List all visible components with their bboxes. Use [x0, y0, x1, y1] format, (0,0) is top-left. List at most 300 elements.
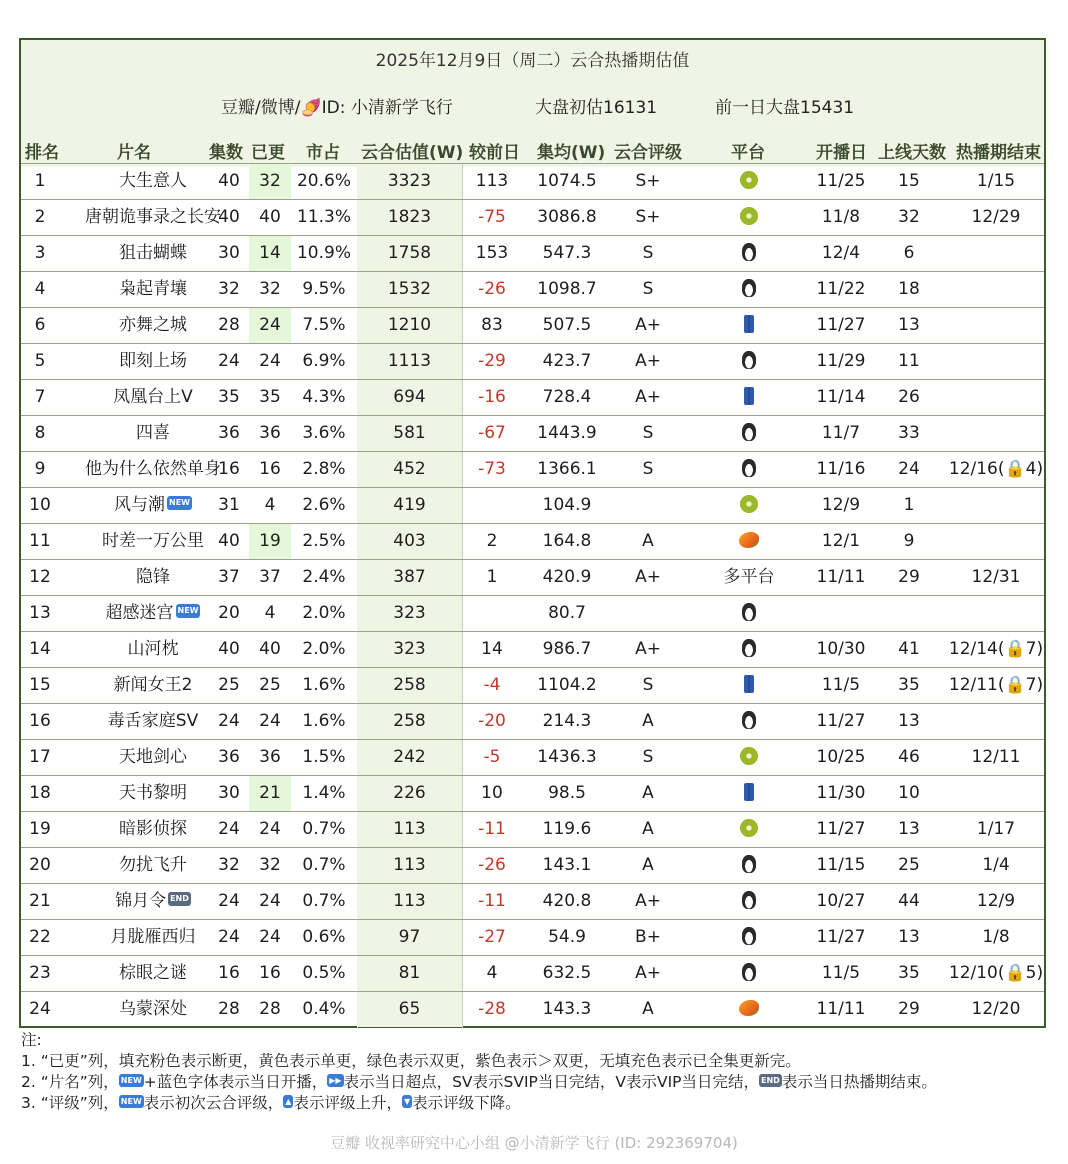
end-date-cell [941, 236, 1051, 271]
episodes-cell: 31 [218, 495, 240, 515]
updated-cell: 40 [259, 639, 281, 659]
start-date-cell: 11/7 [821, 423, 861, 443]
start-date-cell: 10/30 [816, 639, 866, 659]
share-cell: 1.6% [302, 711, 346, 731]
end-date-cell: 1/17 [976, 819, 1016, 839]
updated-cell: 40 [259, 207, 281, 227]
grade-cell: A+ [635, 639, 661, 659]
start-date-cell: 11/22 [816, 279, 866, 299]
start-date-cell: 11/25 [816, 171, 866, 191]
updated-cell: 32 [259, 279, 281, 299]
diff-cell: 153 [475, 243, 509, 263]
table-row [21, 955, 1044, 991]
arrow-down-icon: ▼ [403, 1097, 411, 1106]
avg-cell: 143.3 [542, 999, 592, 1019]
diff-cell: -5 [483, 747, 501, 767]
notes-line-3-c: 表示评级上升， [293, 1094, 402, 1112]
kiwi-icon [740, 207, 758, 225]
diff-cell: 4 [486, 963, 498, 983]
days-cell: 13 [898, 315, 920, 335]
penguin-icon [742, 423, 756, 441]
platform-cell [684, 704, 814, 739]
mango-icon [739, 1000, 759, 1016]
share-cell: 6.9% [302, 351, 346, 371]
grade-cell: S [642, 279, 654, 299]
share-cell: 7.5% [302, 315, 346, 335]
episodes-cell: 40 [218, 207, 240, 227]
ratings-table [21, 163, 1044, 1027]
estimate-cell: 452 [357, 452, 462, 487]
episodes-cell: 30 [218, 243, 240, 263]
updated-cell: 21 [249, 776, 291, 811]
diff-cell: -20 [478, 711, 506, 731]
table-row [21, 847, 1044, 883]
avg-cell: 143.1 [542, 855, 592, 875]
penguin-icon [742, 279, 756, 297]
penguin-icon [742, 639, 756, 657]
end-badge-icon: END [761, 1076, 780, 1085]
estimate-cell: 113 [357, 848, 462, 883]
end-date-cell: 12/10(🔒5) [948, 963, 1044, 983]
avg-cell: 164.8 [542, 531, 592, 551]
start-date-cell: 11/29 [816, 351, 866, 371]
platform-cell [684, 344, 814, 379]
end-date-cell: 12/29 [971, 207, 1021, 227]
episodes-cell: 36 [218, 423, 240, 443]
episodes-cell: 35 [218, 387, 240, 407]
title-text: 唐朝诡事录之长安 [85, 207, 221, 227]
grade-cell: A [642, 711, 654, 731]
rank-cell: 22 [29, 927, 51, 947]
share-cell: 2.0% [302, 639, 346, 659]
title-text: 他为什么依然单身 [85, 459, 221, 479]
header-end: 热播期结束 [956, 143, 1041, 163]
end-date-cell: 12/20 [971, 999, 1021, 1019]
title-text: 亦舞之城 [119, 315, 187, 335]
estimate-cell: 323 [357, 632, 462, 667]
share-cell: 2.8% [302, 459, 346, 479]
new-badge-icon: NEW [167, 496, 192, 510]
updated-cell: 19 [249, 524, 291, 559]
estimate-cell: 81 [357, 956, 462, 991]
table-row [21, 451, 1044, 487]
updated-cell: 4 [264, 495, 276, 515]
table-row [21, 811, 1044, 847]
title-text: 乌蒙深处 [119, 999, 187, 1019]
platform-cell [684, 632, 814, 667]
estimate-cell: 694 [357, 380, 462, 415]
updated-cell: 24 [249, 308, 291, 343]
diff-cell: 83 [481, 315, 503, 335]
rank-cell: 4 [34, 279, 46, 299]
estimate-cell: 1113 [357, 344, 462, 379]
share-cell: 10.9% [296, 243, 351, 263]
share-cell: 0.6% [302, 927, 346, 947]
share-cell: 1.5% [302, 747, 346, 767]
watermark-footer: 豆瓣 收视率研究中心小组 @小清新学飞行 (ID: 292369704) [330, 1134, 738, 1152]
new-badge-icon: NEW [176, 604, 201, 618]
grade-cell: S [642, 747, 654, 767]
jeans-icon [744, 387, 754, 405]
avg-cell: 986.7 [542, 639, 592, 659]
estimate-cell: 113 [357, 884, 462, 919]
episodes-cell: 25 [218, 675, 240, 695]
share-cell: 11.3% [296, 207, 351, 227]
diff-cell [462, 488, 522, 523]
end-date-cell [941, 380, 1051, 415]
diff-cell: -29 [478, 351, 506, 371]
notes-line-1: 1. “已更”列，填充粉色表示断更，黄色表示单更，绿色表示双更，紫色表示＞双更，无填充色表示已全集更新完。 [21, 1052, 801, 1070]
end-date-cell: 12/11(🔒7) [948, 675, 1044, 695]
avg-cell: 214.3 [542, 711, 592, 731]
share-cell: 2.5% [302, 531, 346, 551]
share-cell: 0.7% [302, 891, 346, 911]
platform-cell [684, 740, 814, 775]
platform-cell [684, 776, 814, 811]
header-episodes: 集数 [209, 143, 243, 163]
table-row [21, 991, 1044, 1027]
penguin-icon [742, 855, 756, 873]
header-updated: 已更 [251, 143, 285, 163]
rank-cell: 15 [29, 675, 51, 695]
grade-cell [612, 596, 684, 631]
episodes-cell: 28 [218, 999, 240, 1019]
table-row [21, 883, 1044, 919]
episodes-cell: 24 [218, 891, 240, 911]
table-row [21, 595, 1044, 631]
start-date-cell: 11/27 [816, 711, 866, 731]
title-text: 2025年12月9日（周二）云合热播期估值 [375, 51, 690, 71]
platform-cell [684, 992, 814, 1027]
updated-cell: 16 [259, 963, 281, 983]
table-row [21, 235, 1044, 271]
start-date-cell: 10/27 [816, 891, 866, 911]
estimate-cell: 113 [357, 812, 462, 847]
grade-cell: A [642, 783, 654, 803]
updated-cell: 32 [249, 164, 291, 199]
diff-cell: 14 [481, 639, 503, 659]
end-date-cell: 12/14(🔒7) [948, 639, 1044, 659]
diff-cell: -4 [483, 675, 501, 695]
title-text: 即刻上场 [119, 351, 187, 371]
days-cell: 29 [898, 999, 920, 1019]
grade-cell: S [642, 459, 654, 479]
platform-cell [684, 848, 814, 883]
days-cell: 25 [898, 855, 920, 875]
end-date-cell: 1/15 [976, 171, 1016, 191]
days-cell: 18 [898, 279, 920, 299]
episodes-cell: 40 [218, 639, 240, 659]
share-cell: 0.4% [302, 999, 346, 1019]
title-text: 勿扰飞升 [119, 855, 187, 875]
table-row [21, 739, 1044, 775]
fast-forward-icon: ▶▶ [329, 1076, 342, 1085]
market-prev: 前一日大盘15431 [715, 98, 855, 118]
estimate-cell: 3323 [357, 164, 462, 199]
avg-cell: 420.9 [542, 567, 592, 587]
notes [21, 1030, 937, 1114]
kiwi-icon [740, 171, 758, 189]
end-date-cell [941, 272, 1051, 307]
days-cell: 33 [898, 423, 920, 443]
penguin-icon [742, 351, 756, 369]
sheet-title [21, 40, 1044, 78]
penguin-icon [742, 927, 756, 945]
rank-cell: 11 [29, 531, 51, 551]
grade-cell: A [642, 819, 654, 839]
grade-cell: A+ [635, 351, 661, 371]
episodes-cell: 37 [218, 567, 240, 587]
header-name: 片名 [117, 143, 151, 163]
rank-cell: 23 [29, 963, 51, 983]
days-cell: 24 [898, 459, 920, 479]
start-date-cell: 11/11 [816, 567, 866, 587]
grade-cell: A [642, 531, 654, 551]
kiwi-icon [740, 747, 758, 765]
jeans-icon [744, 675, 754, 693]
header-diff: 较前日 [469, 143, 520, 163]
days-cell: 26 [898, 387, 920, 407]
notes-line-2-b: +蓝色字体表示当日开播， [143, 1073, 328, 1091]
notes-line-2-c: 表示当日超点，SV表示SVIP当日完结，V表示VIP当日完结， [343, 1073, 760, 1091]
share-cell: 3.6% [302, 423, 346, 443]
grade-cell: A+ [635, 567, 661, 587]
days-cell: 46 [898, 747, 920, 767]
grade-cell [612, 488, 684, 523]
penguin-icon [742, 891, 756, 909]
share-cell: 1.4% [302, 783, 346, 803]
avg-cell: 1074.5 [537, 171, 597, 191]
updated-cell: 36 [259, 423, 281, 443]
diff-cell: -67 [478, 423, 506, 443]
penguin-icon [742, 243, 756, 261]
notes-line-3 [21, 1093, 937, 1114]
estimate-cell: 1532 [357, 272, 462, 307]
header-days: 上线天数 [878, 143, 946, 163]
estimate-cell: 258 [357, 704, 462, 739]
end-date-cell: 12/11 [971, 747, 1021, 767]
rank-cell: 18 [29, 783, 51, 803]
table-row [21, 775, 1044, 811]
table-row [21, 487, 1044, 523]
days-cell: 44 [898, 891, 920, 911]
platform-cell [684, 812, 814, 847]
episodes-cell: 40 [218, 531, 240, 551]
rank-cell: 24 [29, 999, 51, 1019]
estimate-cell: 258 [357, 668, 462, 703]
end-date-cell: 1/8 [982, 927, 1010, 947]
start-date-cell: 11/27 [816, 819, 866, 839]
notes-line-2-d: 表示当日热播期结束。 [781, 1073, 937, 1091]
grade-cell: A+ [635, 891, 661, 911]
episodes-cell: 28 [218, 315, 240, 335]
table-row [21, 631, 1044, 667]
end-badge-icon: END [168, 892, 191, 906]
updated-cell: 28 [259, 999, 281, 1019]
rank-cell: 1 [34, 171, 46, 191]
table-row [21, 667, 1044, 703]
updated-cell: 14 [249, 236, 291, 271]
updated-cell: 24 [259, 927, 281, 947]
days-cell: 9 [903, 531, 915, 551]
end-date-cell [941, 776, 1051, 811]
days-cell: 1 [903, 495, 915, 515]
rank-cell: 17 [29, 747, 51, 767]
mango-icon [739, 532, 759, 548]
start-date-cell: 10/25 [816, 747, 866, 767]
episodes-cell: 32 [218, 855, 240, 875]
episodes-cell: 36 [218, 747, 240, 767]
platform-cell [684, 452, 814, 487]
end-date-cell: 12/16(🔒4) [948, 459, 1044, 479]
grade-cell: S+ [635, 207, 661, 227]
table-row [21, 415, 1044, 451]
avg-cell: 98.5 [548, 783, 586, 803]
days-cell: 15 [898, 171, 920, 191]
jeans-icon [744, 315, 754, 333]
share-cell: 9.5% [302, 279, 346, 299]
platform-cell [684, 668, 814, 703]
rank-cell: 14 [29, 639, 51, 659]
source-info: 豆瓣/微博/🍠ID: 小清新学飞行 [221, 98, 453, 118]
episodes-cell: 24 [218, 711, 240, 731]
grade-cell: S [642, 423, 654, 443]
updated-cell: 36 [259, 747, 281, 767]
rank-cell: 13 [29, 603, 51, 623]
platform-cell [684, 380, 814, 415]
market-initial: 大盘初估16131 [535, 98, 658, 118]
share-cell: 0.7% [302, 855, 346, 875]
diff-cell: -11 [478, 891, 506, 911]
ratings-sheet [19, 38, 1046, 1028]
end-date-cell [941, 344, 1051, 379]
rank-cell: 12 [29, 567, 51, 587]
days-cell: 41 [898, 639, 920, 659]
rank-cell: 16 [29, 711, 51, 731]
updated-cell: 35 [259, 387, 281, 407]
days-cell: 35 [898, 675, 920, 695]
table-row [21, 919, 1044, 955]
avg-cell: 507.5 [542, 315, 592, 335]
diff-cell: 1 [486, 567, 498, 587]
rank-cell: 5 [34, 351, 46, 371]
grade-cell: A [642, 999, 654, 1019]
platform-cell [684, 236, 814, 271]
share-cell: 0.5% [302, 963, 346, 983]
title-text: 棕眼之谜 [119, 963, 187, 983]
platform-cell [684, 920, 814, 955]
start-date-cell: 11/27 [816, 927, 866, 947]
diff-cell: -26 [478, 855, 506, 875]
penguin-icon [742, 603, 756, 621]
avg-cell: 119.6 [542, 819, 592, 839]
start-date-cell: 11/30 [816, 783, 866, 803]
avg-cell: 1098.7 [537, 279, 597, 299]
start-date-cell [796, 596, 886, 631]
title-text: 时差一万公里 [102, 531, 204, 551]
rank-cell: 20 [29, 855, 51, 875]
grade-cell: S [642, 243, 654, 263]
end-date-cell [941, 524, 1051, 559]
avg-cell: 1104.2 [537, 675, 597, 695]
estimate-cell: 1210 [357, 308, 462, 343]
table-row [21, 523, 1044, 559]
avg-cell: 1443.9 [537, 423, 597, 443]
rank-cell: 9 [34, 459, 46, 479]
title-text: 毒舌家庭SV [107, 711, 199, 731]
platform-text: 多平台 [723, 567, 775, 587]
estimate-cell: 403 [357, 524, 462, 559]
start-date-cell: 11/5 [821, 675, 861, 695]
diff-cell [462, 596, 522, 631]
episodes-cell: 24 [218, 351, 240, 371]
avg-cell: 728.4 [542, 387, 592, 407]
episodes-cell: 30 [218, 783, 240, 803]
start-date-cell: 11/5 [821, 963, 861, 983]
diff-cell: -28 [478, 999, 506, 1019]
penguin-icon [742, 963, 756, 981]
title-text: 枭起青壤 [119, 279, 187, 299]
end-date-cell: 1/4 [982, 855, 1010, 875]
title-text: 隐锋 [136, 567, 170, 587]
start-date-cell: 11/14 [816, 387, 866, 407]
grade-cell: A [642, 855, 654, 875]
platform-cell [684, 308, 814, 343]
table-row [21, 271, 1044, 307]
new-badge-icon: NEW [120, 1076, 142, 1085]
grade-cell: A+ [635, 963, 661, 983]
title-text: 月胧雁西归 [110, 927, 196, 947]
share-cell: 2.6% [302, 495, 346, 515]
platform-cell [684, 164, 814, 199]
estimate-cell: 65 [357, 992, 462, 1027]
notes-line-2-a: 2. “片名”列， [21, 1073, 119, 1091]
estimate-cell: 97 [357, 920, 462, 955]
grade-cell: S+ [635, 171, 661, 191]
episodes-cell: 40 [218, 171, 240, 191]
days-cell: 6 [903, 243, 915, 263]
share-cell: 1.6% [302, 675, 346, 695]
penguin-icon [742, 711, 756, 729]
kiwi-icon [740, 819, 758, 837]
updated-cell: 24 [259, 351, 281, 371]
episodes-cell: 20 [218, 603, 240, 623]
title-text: 四喜 [136, 423, 170, 443]
grade-cell: B+ [635, 927, 661, 947]
rank-cell: 8 [34, 423, 46, 443]
start-date-cell: 11/16 [816, 459, 866, 479]
start-date-cell: 11/15 [816, 855, 866, 875]
end-date-cell: 12/9 [976, 891, 1016, 911]
title-text: 天书黎明 [119, 783, 187, 803]
notes-head: 注: [21, 1031, 42, 1049]
table-row [21, 307, 1044, 343]
title-text: 山河枕 [127, 639, 179, 659]
header-platform: 平台 [731, 143, 765, 163]
header-rank: 排名 [25, 143, 59, 163]
avg-cell: 54.9 [548, 927, 586, 947]
title-text: 凤凰台上V [113, 387, 193, 407]
days-cell: 11 [898, 351, 920, 371]
avg-cell: 420.8 [542, 891, 592, 911]
days-cell: 13 [898, 927, 920, 947]
platform-cell [684, 596, 814, 631]
share-cell: 20.6% [296, 171, 351, 191]
notes-line-3-b: 表示初次云合评级， [143, 1094, 284, 1112]
days-cell [879, 596, 939, 631]
jeans-icon [744, 783, 754, 801]
avg-cell: 423.7 [542, 351, 592, 371]
